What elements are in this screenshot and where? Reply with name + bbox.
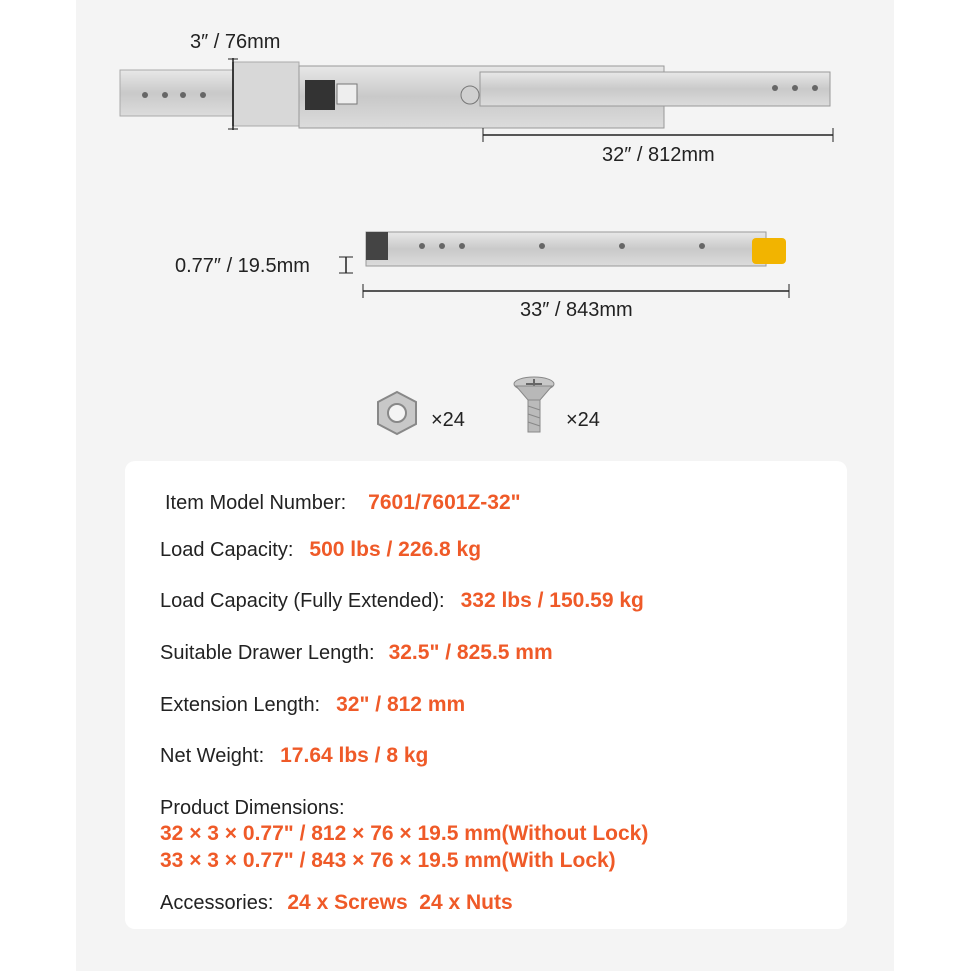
spec-drawer-length <box>160 641 553 665</box>
closed-length-line <box>362 284 790 298</box>
extended-rail-image <box>115 58 835 138</box>
spec-load <box>160 538 481 562</box>
spec-net-weight-label: Net Weight: <box>160 745 265 767</box>
spec-extension-length-value: 32" / 812 mm <box>336 693 466 716</box>
extension-label: 32″ / 812mm <box>602 144 715 166</box>
thickness-line <box>338 255 354 275</box>
nut-count: ×24 <box>431 409 465 431</box>
spec-load-ext-value: 332 lbs / 150.59 kg <box>460 589 644 612</box>
spec-net-weight-value: 17.64 lbs / 8 kg <box>280 744 429 767</box>
spec-model-value: 7601/7601Z-32" <box>368 491 521 514</box>
nut-icon <box>374 390 420 436</box>
rail-height-line <box>228 58 238 130</box>
specs-card <box>125 461 847 929</box>
spec-net-weight <box>160 744 428 768</box>
rail-height-label: 3″ / 76mm <box>190 31 281 53</box>
spec-dimensions-label: Product Dimensions: <box>160 797 345 819</box>
spec-model-label: Item Model Number: <box>165 492 347 514</box>
spec-load-value: 500 lbs / 226.8 kg <box>309 538 482 561</box>
spec-load-ext <box>160 589 644 613</box>
spec-accessories-value: 24 x Screws 24 x Nuts <box>287 891 513 914</box>
closed-length-label: 33″ / 843mm <box>520 299 633 321</box>
spec-extension-length-label: Extension Length: <box>160 694 321 716</box>
spec-dimensions-line1: 32 × 3 × 0.77" / 812 × 76 × 19.5 mm(Without Lock) <box>160 822 649 845</box>
spec-dimensions-line2: 33 × 3 × 0.77" / 843 × 76 × 19.5 mm(With Lock) <box>160 849 616 872</box>
spec-accessories <box>160 891 513 915</box>
screw-icon <box>512 376 556 436</box>
spec-model <box>165 491 521 515</box>
closed-rail-image <box>362 226 792 276</box>
extension-line <box>482 128 834 142</box>
spec-drawer-length-value: 32.5" / 825.5 mm <box>388 641 553 664</box>
spec-extension-length <box>160 693 465 717</box>
spec-accessories-label: Accessories: <box>160 892 274 914</box>
spec-load-label: Load Capacity: <box>160 539 294 561</box>
spec-load-ext-label: Load Capacity (Fully Extended): <box>160 590 445 612</box>
thickness-label: 0.77″ / 19.5mm <box>175 255 310 277</box>
screw-count: ×24 <box>566 409 600 431</box>
spec-drawer-length-label: Suitable Drawer Length: <box>160 642 375 664</box>
